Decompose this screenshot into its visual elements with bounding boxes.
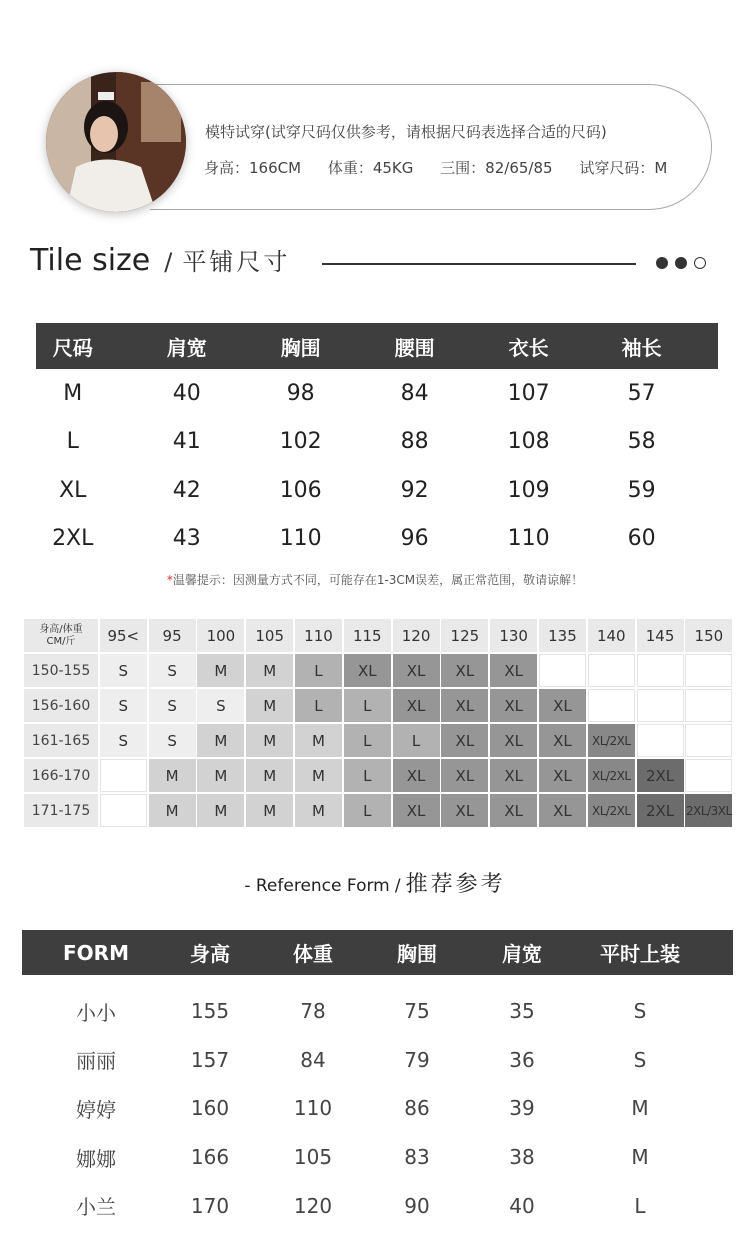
reference-value-cell: S [633, 1047, 647, 1072]
reference-slash: / [394, 876, 401, 896]
matrix-corner-line1: 身高/体重 [39, 623, 83, 635]
size-header-cell: 尺码 [52, 335, 93, 360]
matrix-size-cell: M [295, 724, 342, 757]
tile-size-title-cn: 平铺尺寸 [182, 248, 291, 276]
reference-row [22, 987, 733, 1036]
reference-table [22, 930, 733, 1230]
matrix-size-cell: M [295, 759, 342, 792]
size-value-cell: 60 [627, 526, 656, 552]
matrix-size-cell: XL [490, 759, 537, 792]
matrix-size-cell: XL [490, 724, 537, 757]
matrix-size-cell: M [197, 794, 244, 827]
size-table [36, 323, 718, 563]
size-value-cell: 88 [400, 429, 429, 455]
model-note: 模特试穿(试穿尺码仅供参考，请根据尺码表选择合适的尺码) [205, 123, 607, 141]
reference-value-cell: 84 [300, 1047, 326, 1072]
size-table-row [36, 515, 718, 564]
reference-value-cell: 155 [190, 999, 230, 1024]
size-label-cell: L [66, 429, 79, 455]
matrix-empty-cell [637, 724, 684, 757]
size-label-cell: M [63, 380, 83, 406]
matrix-size-cell: XL [393, 654, 440, 687]
matrix-size-cell: M [246, 724, 293, 757]
matrix-size-cell: XL [539, 759, 586, 792]
dot-indicator [675, 257, 687, 269]
matrix-size-cell: L [344, 689, 391, 722]
reference-title [0, 867, 750, 898]
reference-header-cell: 身高 [190, 942, 230, 966]
size-value-cell: 42 [172, 477, 201, 503]
size-value-cell: 57 [627, 380, 656, 406]
reference-value-cell: 75 [404, 999, 430, 1024]
size-value-cell: 109 [507, 477, 550, 503]
matrix-row [24, 759, 734, 794]
matrix-size-cell: M [246, 794, 293, 827]
reference-name-cell: 婷婷 [76, 1097, 116, 1122]
reference-name-cell: 小小 [76, 1000, 116, 1025]
matrix-size-cell: XL [539, 794, 586, 827]
matrix-size-cell: XL/2XL [588, 794, 635, 827]
matrix-size-cell: S [197, 689, 244, 722]
matrix-corner-cell [24, 619, 98, 652]
matrix-size-cell: S [149, 689, 196, 722]
size-value-cell: 92 [400, 477, 429, 503]
matrix-size-cell: L [344, 794, 391, 827]
reference-name-cell: 娜娜 [76, 1146, 116, 1171]
matrix-height-label: 171-175 [24, 794, 98, 827]
model-info-card [150, 84, 712, 210]
matrix-row [24, 794, 734, 829]
matrix-empty-cell [685, 759, 732, 792]
size-value-cell: 106 [279, 477, 322, 503]
reference-name-cell: 丽丽 [76, 1049, 116, 1074]
matrix-size-cell: 2XL [637, 794, 684, 827]
matrix-size-cell: XL/2XL [588, 759, 635, 792]
matrix-size-cell: 2XL/3XL [685, 794, 732, 827]
matrix-size-cell: S [100, 689, 147, 722]
reference-value-cell: 120 [293, 1193, 333, 1218]
size-header-cell: 腰围 [394, 335, 435, 360]
matrix-size-cell: XL [490, 654, 537, 687]
matrix-size-cell: M [197, 724, 244, 757]
reference-header-cell: FORM [63, 940, 129, 965]
reference-header-cell: 肩宽 [502, 942, 542, 966]
matrix-size-cell: M [197, 759, 244, 792]
size-label-cell: 2XL [52, 526, 94, 552]
tip-star: * [166, 573, 173, 587]
size-header-cell: 袖长 [621, 335, 662, 360]
matrix-size-cell: XL [441, 654, 488, 687]
size-header-cell: 胸围 [280, 335, 321, 360]
matrix-weight-header: 140 [588, 619, 635, 652]
reference-value-cell: 38 [509, 1145, 535, 1170]
reference-value-cell: 83 [404, 1145, 430, 1170]
matrix-size-cell: XL [344, 654, 391, 687]
reference-value-cell: 40 [509, 1193, 535, 1218]
matrix-size-cell: XL [441, 724, 488, 757]
matrix-empty-cell [539, 654, 586, 687]
size-value-cell: 84 [400, 380, 429, 406]
matrix-weight-header: 105 [246, 619, 293, 652]
matrix-size-cell: 2XL [637, 759, 684, 792]
size-table-row [36, 369, 718, 418]
reference-table-body [22, 975, 733, 1230]
matrix-header-row [24, 619, 734, 654]
matrix-size-cell: M [246, 759, 293, 792]
matrix-empty-cell [685, 654, 732, 687]
reference-value-cell: M [631, 1096, 649, 1121]
matrix-size-cell: XL [490, 689, 537, 722]
matrix-weight-header: 125 [441, 619, 488, 652]
matrix-height-label: 156-160 [24, 689, 98, 722]
matrix-empty-cell [100, 794, 147, 827]
reference-value-cell: 90 [404, 1193, 430, 1218]
reference-value-cell: L [634, 1193, 646, 1218]
model-height: 身高：166CM [204, 159, 302, 177]
reference-value-cell: M [631, 1145, 649, 1170]
matrix-empty-cell [637, 689, 684, 722]
reference-value-cell: 110 [293, 1096, 333, 1121]
matrix-size-cell: M [149, 759, 196, 792]
matrix-row [24, 724, 734, 759]
matrix-size-cell: XL/2XL [588, 724, 635, 757]
matrix-size-cell: L [393, 724, 440, 757]
tip-text: 温馨提示：因测量方式不同，可能存在1-3CM误差，属正常范围，敬请谅解！ [172, 573, 584, 587]
reference-value-cell: 157 [190, 1047, 230, 1072]
reference-value-cell: 166 [190, 1145, 230, 1170]
matrix-size-cell: L [295, 654, 342, 687]
reference-value-cell: 160 [190, 1096, 230, 1121]
matrix-size-cell: S [149, 654, 196, 687]
matrix-empty-cell [685, 724, 732, 757]
reference-row [22, 1181, 733, 1230]
tile-size-title [30, 242, 290, 278]
matrix-size-cell: XL [441, 759, 488, 792]
matrix-size-cell: XL [490, 794, 537, 827]
reference-row [22, 1036, 733, 1085]
reference-value-cell: 78 [300, 999, 326, 1024]
size-table-body [36, 369, 718, 563]
matrix-weight-header: 95 [149, 619, 196, 652]
matrix-empty-cell [685, 689, 732, 722]
matrix-size-cell: L [344, 724, 391, 757]
measurement-tip [0, 571, 750, 588]
reference-value-cell: 36 [509, 1047, 535, 1072]
reference-title-en: - Reference Form [244, 876, 390, 896]
model-measures: 三围：82/65/85 [440, 159, 553, 177]
tile-size-title-en: Tile size [30, 243, 151, 278]
matrix-weight-header: 95< [100, 619, 147, 652]
matrix-size-cell: XL [539, 689, 586, 722]
matrix-size-cell: S [100, 724, 147, 757]
matrix-weight-header: 150 [685, 619, 732, 652]
matrix-size-cell: M [149, 794, 196, 827]
matrix-height-label: 166-170 [24, 759, 98, 792]
reference-value-cell: 105 [293, 1145, 333, 1170]
size-table-header [36, 323, 718, 369]
reference-value-cell: 79 [404, 1047, 430, 1072]
matrix-size-cell: L [295, 689, 342, 722]
size-value-cell: 96 [400, 526, 429, 552]
size-value-cell: 102 [279, 429, 322, 455]
matrix-size-cell: M [295, 794, 342, 827]
reference-value-cell: S [633, 999, 647, 1024]
matrix-weight-header: 110 [295, 619, 342, 652]
matrix-empty-cell [100, 759, 147, 792]
model-try-size: 试穿尺码：M [579, 159, 668, 177]
size-label-cell: XL [59, 477, 87, 503]
size-value-cell: 40 [172, 380, 201, 406]
matrix-weight-header: 100 [197, 619, 244, 652]
matrix-row [24, 654, 734, 689]
reference-name-cell: 小兰 [76, 1195, 116, 1220]
matrix-weight-header: 120 [393, 619, 440, 652]
matrix-empty-cell [588, 654, 635, 687]
matrix-empty-cell [588, 689, 635, 722]
reference-value-cell: 35 [509, 999, 535, 1024]
size-header-cell: 肩宽 [166, 335, 207, 360]
reference-value-cell: 170 [190, 1193, 230, 1218]
model-weight: 体重：45KG [327, 159, 414, 177]
reference-table-header [22, 930, 733, 975]
size-value-cell: 110 [507, 526, 550, 552]
size-value-cell: 41 [172, 429, 201, 455]
reference-row [22, 1084, 733, 1133]
model-stats [204, 157, 667, 178]
matrix-size-cell: S [149, 724, 196, 757]
matrix-size-cell: S [100, 654, 147, 687]
matrix-size-cell: XL [393, 759, 440, 792]
dot-indicator [694, 257, 706, 269]
title-divider [322, 263, 636, 265]
dot-indicator [656, 257, 668, 269]
matrix-corner-line2: CM/斤 [46, 635, 76, 647]
matrix-size-cell: XL [393, 689, 440, 722]
matrix-size-cell: XL [441, 794, 488, 827]
reference-header-cell: 胸围 [397, 942, 437, 966]
matrix-size-cell: M [246, 689, 293, 722]
size-value-cell: 59 [627, 477, 656, 503]
reference-value-cell: 39 [509, 1096, 535, 1121]
matrix-weight-header: 135 [539, 619, 586, 652]
size-recommendation-matrix [24, 619, 734, 829]
matrix-size-cell: XL [441, 689, 488, 722]
matrix-weight-header: 130 [490, 619, 537, 652]
size-table-row [36, 418, 718, 467]
matrix-size-cell: XL [393, 794, 440, 827]
reference-title-cn: 推荐参考 [405, 872, 506, 897]
size-value-cell: 110 [279, 526, 322, 552]
matrix-size-cell: M [246, 654, 293, 687]
size-value-cell: 108 [507, 429, 550, 455]
reference-header-cell: 体重 [293, 942, 333, 966]
matrix-weight-header: 115 [344, 619, 391, 652]
matrix-size-cell: XL [539, 724, 586, 757]
size-value-cell: 98 [286, 380, 315, 406]
size-value-cell: 107 [507, 380, 550, 406]
size-table-row [36, 466, 718, 515]
model-avatar [46, 72, 186, 212]
matrix-size-cell: L [344, 759, 391, 792]
matrix-row [24, 689, 734, 724]
matrix-size-cell: M [197, 654, 244, 687]
size-value-cell: 43 [172, 526, 201, 552]
matrix-height-label: 150-155 [24, 654, 98, 687]
model-photo [46, 72, 186, 212]
size-header-cell: 衣长 [508, 335, 549, 360]
matrix-weight-header: 145 [637, 619, 684, 652]
matrix-height-label: 161-165 [24, 724, 98, 757]
reference-header-cell: 平时上装 [600, 942, 680, 966]
tile-size-slash: / [164, 248, 173, 276]
size-value-cell: 58 [627, 429, 656, 455]
matrix-empty-cell [637, 654, 684, 687]
reference-value-cell: 86 [404, 1096, 430, 1121]
reference-row [22, 1133, 733, 1182]
